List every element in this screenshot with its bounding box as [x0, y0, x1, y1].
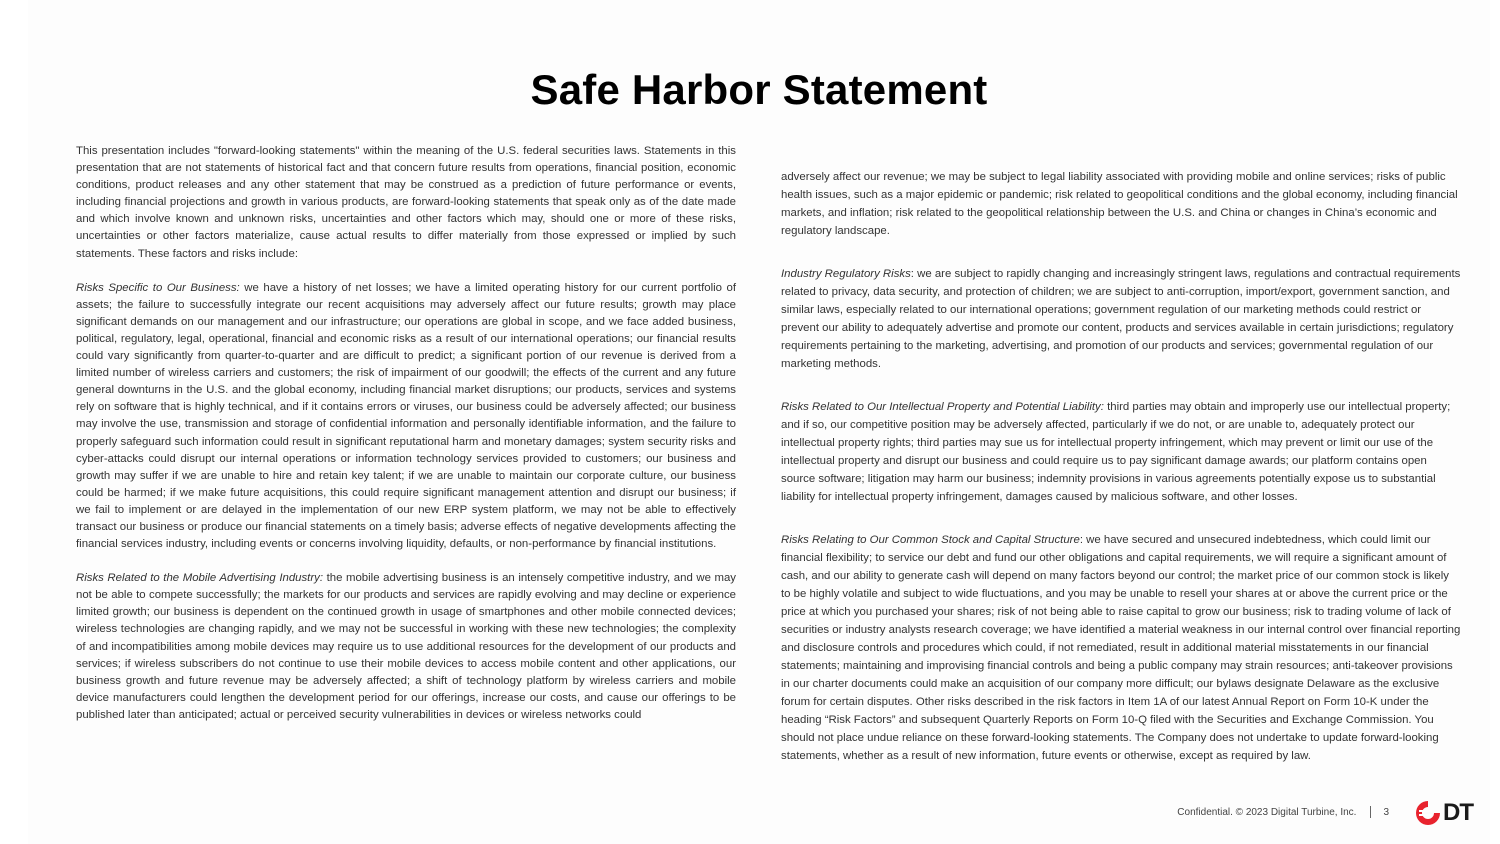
mobile-risks-heading: Risks Related to the Mobile Advertising Industry: — [76, 572, 324, 585]
footer — [1177, 806, 1389, 818]
slide-title: Safe Harbor Statement — [530, 66, 988, 113]
confidential-notice: Confidential. © 2023 Digital Turbine, Inc. — [1177, 806, 1357, 818]
intro-text: This presentation includes "forward-looking statements" within the meaning of the U.S. federal securities laws. Statements in this presentation that are not statements of historical fact and that concern future results from operations, financial position, economic conditions, product releases and any other statement that may be construed as a prediction of future performance or events, including financial projections and growth in various products, are forward-looking statements that speak only as of the date made and which involve known and unknown risks, uncertainties and other factors which may, should one or more of these risks, uncertainties or other factors materialize, cause actual results to differ materially from those expressed or implied by such statements. These factors and risks include: — [76, 145, 736, 260]
stock-risks-text: : we have secured and unsecured indebtedness, which could limit our financial flexibility; to service our debt and fund our other obligations and capital requirements, we will require a significant amount of cash, and our ability to generate cash will depend on many factors beyond our control; the market price of our common stock is likely to be highly volatile and subject to wide fluctuations, and you may be unable to resell your shares at or above the current price or the price at which you purchased your shares; risk of not being able to raise capital to grow our business; risk to trading volume of lack of securities or industry analysts research coverage; we have identified a material weakness in our internal control over financial reporting and disclosure controls and procedures which could, if not remediated, result in additional material misstatements in our financial statements; maintaining and improvising financial controls and being a public company may strain resources; anti-takeover provisions in our charter documents could make an acquisition of our company more difficult; our bylaws designate Delaware as the exclusive forum for certain disputes. Other risks described in the risk factors in Item 1A of our latest Annual Report on Form 10-K under the heading “Risk Factors” and subsequent Quarterly Reports on Form 10-Q filed with the Securities and Exchange Commission. You should not place undue reliance on these forward-looking statements. The Company does not undertake to update forward-looking statements, whether as a result of new information, future events or otherwise, except as required by law. — [781, 534, 1461, 762]
right-column — [781, 168, 1461, 790]
ip-risks-text: third parties may obtain and improperly use our intellectual property; and if so, our competitive position may be adversely affected, particularly if we do not, or are unable to, adequately protect our intellectual property rights; third parties may sue us for intellectual property infringement, which may prevent or limit our use of the intellectual property and disrupt our business and could require us to pay significant damage awards; our platform contains open source software; litigation may harm our business; indemnity provisions in various agreements potentially expose us to substantial liability for intellectual property infringement, damages caused by malicious software, and other losses. — [781, 401, 1451, 503]
company-logo — [1415, 798, 1479, 828]
footer-divider — [1370, 806, 1371, 818]
ip-risks-paragraph — [781, 398, 1461, 506]
logo-text: DT — [1443, 799, 1473, 826]
intro-paragraph — [76, 143, 736, 263]
stock-risks-paragraph — [781, 531, 1461, 765]
mobile-risks-text: the mobile advertising business is an intensely competitive industry, and we may not be able to compete successfully; the markets for our products and services are rapidly evolving and may decline or experience limited growth; our business is dependent on the continued growth in usage of smartphones and other mobile connected devices; wireless technologies are changing rapidly, and we may not be successful in working with these new technologies; the complexity of and incompatibilities among mobile devices may require us to use additional resources for the development of our products and services; if wireless subscribers do not continue to use their mobile devices to access mobile content and other applications, our business growth and future revenue may be adversely affected; a shift of technology platform by wireless carriers and mobile device manufacturers could lengthen the development period for our offerings, increase our costs, and cause our offerings to be published later than anticipated; actual or perceived security vulnerabilities in devices or wireless networks could — [76, 572, 737, 721]
page-number: 3 — [1383, 806, 1389, 818]
regulatory-risks-paragraph — [781, 265, 1461, 373]
continued-paragraph — [781, 168, 1461, 240]
slide — [28, 0, 1490, 844]
left-column — [76, 143, 736, 741]
stock-risks-heading: Risks Relating to Our Common Stock and Capital Structure — [781, 534, 1080, 546]
regulatory-risks-heading: Industry Regulatory Risks — [781, 268, 911, 280]
continued-text: adversely affect our revenue; we may be subject to legal liability associated with providing mobile and online services; risks of public health issues, such as a major epidemic or pandemic; risk related to geopolitical conditions and the global economy, including financial markets, and inflation; risk related to the geopolitical relationship between the U.S. and China or changes in China’s economic and regulatory landscape. — [781, 171, 1458, 237]
business-risks-heading: Risks Specific to Our Business: — [76, 281, 240, 294]
regulatory-risks-text: : we are subject to rapidly changing and increasingly stringent laws, regulations and contractual requirements related to privacy, data security, and protection of children; we are subject to anti-corruption, import/export, government sanction, and similar laws, especially related to our international operations; government regulation of our marketing methods could restrict or prevent our ability to adequately advertise and promote our content, products and services available in certain jurisdictions; regulatory requirements pertaining to the marketing, advertising, and promotion of our products and services; governmental regulation of our marketing methods. — [781, 268, 1461, 370]
business-risks-paragraph — [76, 280, 736, 554]
mobile-risks-paragraph — [76, 570, 736, 724]
logo-mark-icon — [1415, 800, 1441, 826]
ip-risks-heading: Risks Related to Our Intellectual Property and Potential Liability: — [781, 401, 1104, 413]
business-risks-text: we have a history of net losses; we have a limited operating history for our current portfolio of assets; the failure to successfully integrate our recent acquisitions may adversely affect our future results; growth may place significant demands on our management and our infrastructure; our operations are global in scope, and we face added business, political, regulatory, legal, operational, financial and economic risks as a result of our international operations; our financial results could vary significantly from quarter-to-quarter and are difficult to predict; a significant portion of our revenue is derived from a limited number of wireless carriers and customers; the risk of impairment of our goodwill; the effects of the current and any future general downturns in the U.S. and the global economy, including financial market disruptions; our products, services and systems rely on software that is highly technical, and if it contains errors or viruses, our business could be adversely affected; our business may involve the use, transmission and storage of confidential information and personally identifiable information, and the failure to properly safeguard such information could result in significant reputational harm and monetary damages; system security risks and cyber-attacks could disrupt our internal operations or information technology services provided to customers; our business and growth may suffer if we are unable to hire and retain key talent; if we are unable to maintain our corporate culture, our business could be harmed; if we make future acquisitions, this could require significant management attention and disrupt our business; if we fail to implement or are delayed in the implementation of our new ERP system platform, we may not be able to effectively transact our business or produce our financial statements on a timely basis; adverse effects of negative developments affecting the financial services industry, including events or concerns involving liquidity, defaults, or non-performance by financial institutions. — [76, 281, 737, 551]
